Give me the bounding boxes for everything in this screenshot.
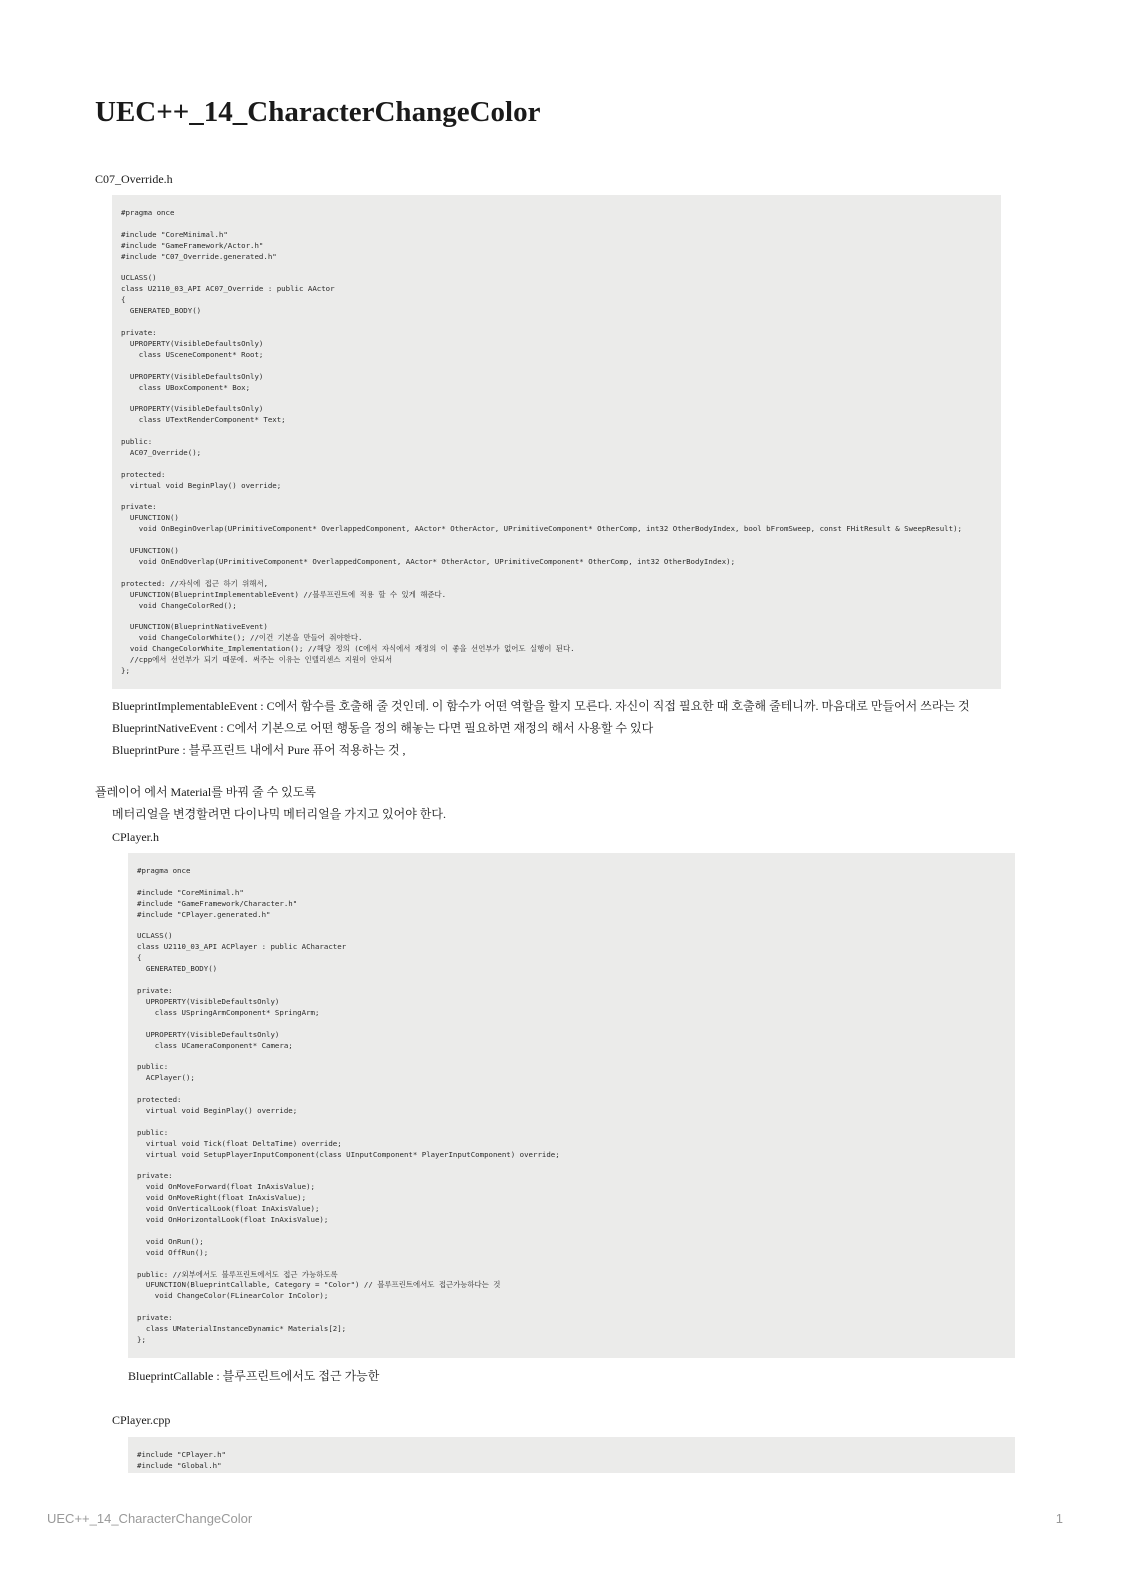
file-label-player-cpp: CPlayer.cpp: [112, 1413, 171, 1427]
code-block-player-cpp: [128, 1437, 1015, 1473]
file-label-override: C07_Override.h: [95, 172, 173, 186]
note-implementable-event: BlueprintImplementableEvent : C에서 함수를 호출해 줄 것인데. 이 함수가 어떤 역할을 할지 모른다. 자신이 직접 필요한 때 호출해 줄테니까. 마음대로 만들어서 쓰라는 것: [112, 699, 970, 713]
code-player-h: #pragma once #include "CoreMinimal.h" #include "GameFramework/Character.h" #include "CPlayer.generated.h" UCLASS() class U2110_03_API ACPlayer : public ACharacter { GENERATED_BODY() private: UPROPERTY(VisibleDefaultsOnly) class USpringArmComponent* SpringArm; UPROPERTY(VisibleDefaultsOnly) class UCameraComponent* Camera; public: ACPlayer(); protected: virtual void BeginPlay() override; public: virtual void Tick(float DeltaTime) override; virtual void SetupPlayerInputComponent(class UInputComponent* PlayerInputComponent) override; private: void OnMoveForward(float InAxisValue); void OnMoveRight(float InAxisValue); void OnVerticalLook(float InAxisValue); void OnHorizontalLook(float InAxisValue); void OnRun(); void OffRun(); public: //외부에서도 블루프린트에서도 접근 가능하도록 UFUNCTION(BlueprintCallable, Category = "Color") // 블루프린트에서도 접근가능하다는 것 void ChangeColor(FLinearColor InColor); private: class UMaterialInstanceDynamic* Materials[2]; };: [137, 866, 560, 1344]
note-pure: BlueprintPure : 블루프린트 내에서 Pure 퓨어 적용하는 것 ,: [112, 743, 406, 757]
section-heading-player: 플레이어 에서 Material를 바꿔 줄 수 있도록: [95, 785, 316, 799]
note-native-event: BlueprintNativeEvent : C에서 기본으로 어떤 행동을 정의 해놓는 다면 필요하면 재정의 해서 사용할 수 있다: [112, 721, 654, 735]
footer-page-number: 1: [1055, 1511, 1063, 1526]
section-subtext-player: 메터리얼을 변경할려면 다이나믹 메터리얼을 가지고 있어야 한다.: [112, 807, 446, 821]
file-label-player-h: CPlayer.h: [112, 830, 159, 844]
page-title: UEC++_14_CharacterChangeColor: [95, 96, 541, 128]
code-override: #pragma once #include "CoreMinimal.h" #include "GameFramework/Actor.h" #include "C07_Override.generated.h" UCLASS() class U2110_03_API AC07_Override : public AActor { GENERATED_BODY() private: UPROPERTY(VisibleDefaultsOnly) class USceneComponent* Root; UPROPERTY(VisibleDefaultsOnly) class UBoxComponent* Box; UPROPERTY(VisibleDefaultsOnly) class UTextRenderComponent* Text; public: AC07_Override(); protected: virtual void BeginPlay() override; private: UFUNCTION() void OnBeginOverlap(UPrimitiveComponent* OverlappedComponent, AActor* OtherActor, UPrimitiveComponent* OtherComp, int32 OtherBodyIndex, bool bFromSweep, const FHitResult & SweepResult); UFUNCTION() void OnEndOverlap(UPrimitiveComponent* OverlappedComponent, AActor* OtherActor, UPrimitiveComponent* OtherComp, int32 OtherBodyIndex); protected: //자식에 접근 하기 위해서, UFUNCTION(BlueprintImplementableEvent) //블루프린트에 적용 할 수 있게 해준다. void ChangeColorRed(); UFUNCTION(BlueprintNativeEvent) void ChangeColorWhite(); //이건 기본을 만들어 줘야한다. void ChangeColorWhite_Implementation(); //해당 정의 (C에서 자식에서 재정의 이 좋을 선언부가 없어도 실행이 된다. //cpp에서 선언부가 되기 때문에. 써주는 이유는 인텔리센스 지원이 안되서 };: [121, 208, 962, 676]
code-player-cpp: #include "CPlayer.h" #include "Global.h": [137, 1450, 226, 1470]
code-block-override: [112, 195, 1001, 689]
footer-doc-title: UEC++_14_CharacterChangeColor: [47, 1511, 253, 1526]
note-blueprint-callable: BlueprintCallable : 블루프린트에서도 접근 가능한: [128, 1369, 380, 1383]
code-block-player-h: [128, 853, 1015, 1358]
